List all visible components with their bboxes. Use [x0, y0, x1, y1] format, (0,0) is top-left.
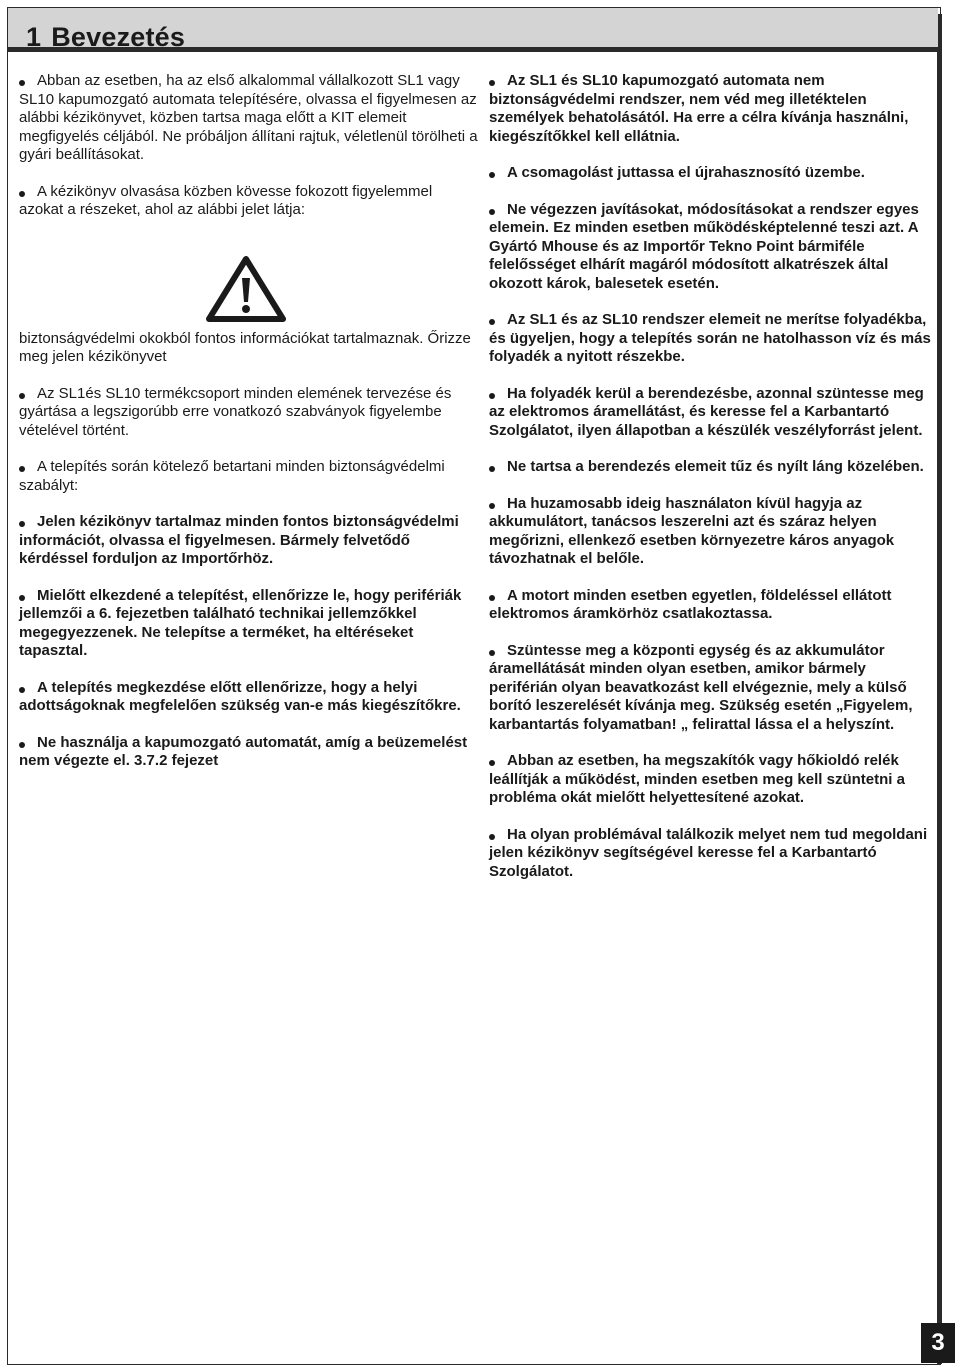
bullet-icon	[489, 760, 495, 766]
left-paragraph-7: Mielőtt elkezdené a telepítést, ellenőrizze le, hogy perifériák jellemzői a 6. fejezetben található technikai jellemzőkkel megegyezzenek. Ne telepítse a terméket, ha eltéréseket tapasztal.	[19, 586, 462, 659]
right-paragraph-2: A csomagolást juttassa el újrahasznosító üzembe.	[489, 164, 934, 183]
left-paragraph-8: A telepítés megkezdése előtt ellenőrizze, hogy a helyi adottságoknak megfelelően szükség van-e más kiegészítőkre.	[19, 678, 461, 714]
right-paragraph-5: Ha folyadék kerül a berendezésbe, azonnal szüntesse meg az elektromos áramellátást, és keresse fel a Karbantartó Szolgálatot, ilyen állapotban a készülék veszélyforrást jelent.	[489, 384, 924, 439]
bullet-icon	[489, 466, 495, 472]
right-column	[489, 72, 934, 899]
bullet-icon	[19, 393, 25, 399]
right-paragraph-3: Ne végezzen javításokat, módosításokat a rendszer egyes elemein. Ez minden esetben működésképtelenné teszi azt. A Gyártó Mhouse és az Importőr Tekno Point bármiféle felelősséget elhárít magáról módosított alkatrészek által okozott károk, balesetek esetén.	[489, 200, 919, 292]
bullet-icon	[489, 172, 495, 178]
bullet-icon	[489, 319, 495, 325]
right-paragraph-6: Ne tartsa a berendezés elemeit tűz és nyílt láng közelében.	[489, 458, 934, 477]
right-paragraph-11: Ha olyan problémával találkozik melyet nem tud megoldani jelen kézikönyv segítségével keresse fel a Karbantartó Szolgálatot.	[489, 825, 928, 880]
right-paragraph-9: Szüntesse meg a központi egység és az akkumulátor áramellátását minden olyan esetben, amikor bármely periférián olyan beavatkozást kell elvégeznie, mely a külső borító leszerelését kívánja meg. Szükség esetén „Figyelem, karbantartás folyamatban! „ felirattal lássa el a helyszínt.	[489, 641, 913, 733]
frame-shadow	[937, 14, 942, 1364]
chapter-title	[26, 22, 185, 53]
left-paragraph-3: biztonságvédelmi okokból fontos információkat tartalmaznak. Őrizze meg jelen kézikönyvet	[19, 329, 471, 365]
page-number: 3	[921, 1323, 955, 1363]
left-paragraph-2: A kézikönyv olvasása közben kövesse fokozott figyelemmel azokat a részeket, ahol az alábbi jelet látja:	[19, 182, 433, 218]
right-paragraph-7: Ha huzamosabb ideig használaton kívül hagyja az akkumulátort, tanácsos leszerelni azt és száraz helyen megőrizni, ellenkező esetben környezetre káros anyagok távozhatnak el belőle.	[489, 494, 895, 567]
bullet-icon	[19, 191, 25, 197]
bullet-icon	[19, 742, 25, 748]
bullet-icon	[19, 466, 25, 472]
chapter-header	[8, 8, 938, 52]
right-paragraph-10: Abban az esetben, ha megszakítók vagy hőkioldó relék leállítják a működést, minden esetben meg kell szüntetni a probléma okát mielőtt helyettesítené azokat.	[489, 752, 905, 806]
bullet-icon	[489, 595, 495, 601]
left-paragraph-9: Ne használja a kapumozgató automatát, amíg a beüzemelést nem végezte el. 3.7.2 fejezet	[19, 733, 468, 769]
left-paragraph-4: Az SL1és SL10 termékcsoport minden elemének tervezése és gyártása a legszigorúbb erre vonatkozó szabványok figyelembe vételével történt.	[19, 384, 452, 439]
right-paragraph-4: Az SL1 és az SL10 rendszer elemeit ne merítse folyadékba, és ügyeljen, hogy a telepítés során ne hatolhasson víz és más folyadék a nyitott részekbe.	[489, 311, 931, 365]
bullet-icon	[489, 503, 495, 509]
bullet-icon	[19, 595, 25, 601]
warning-triangle-icon	[206, 256, 286, 322]
left-paragraph-5: A telepítés során kötelező betartani minden biztonságvédelmi szabályt:	[19, 458, 445, 494]
left-paragraph-1: Abban az esetben, ha az első alkalommal vállalkozott SL1 vagy SL10 kapumozgató automata telepítésére, olvassa el figyelmesen az alábbi kézikönyvet, közben tartsa maga előtt a KIT elemeit megfigyelés céljából. Ne próbáljon állítani rajtuk, véletlenül törölheti a gyári beállításokat.	[19, 72, 478, 163]
bullet-icon	[19, 521, 25, 527]
bullet-icon	[489, 834, 495, 840]
left-column	[19, 72, 479, 789]
bullet-icon	[489, 209, 495, 215]
chapter-title-text: Bevezetés	[51, 22, 186, 52]
bullet-icon	[19, 687, 25, 693]
right-paragraph-1: Az SL1 és SL10 kapumozgató automata nem biztonságvédelmi rendszer, nem véd meg illetéktelen személyek behatolásától. Ha erre a célra kívánja használni, kiegészítőkkel kell ellátnia.	[489, 72, 909, 145]
bullet-icon	[489, 80, 495, 86]
warning-symbol	[19, 256, 479, 326]
chapter-number: 1	[26, 22, 42, 52]
left-paragraph-6: Jelen kézikönyv tartalmaz minden fontos biztonságvédelmi információt, olvassa el figyelmesen. Bármely felvetődő kérdéssel forduljon az Importőrhöz.	[19, 513, 459, 567]
bullet-icon	[19, 80, 25, 86]
bullet-icon	[489, 650, 495, 656]
right-paragraph-8: A motort minden esetben egyetlen, földeléssel ellátott elektromos áramkörhöz csatlakoztassa.	[489, 586, 892, 622]
bullet-icon	[489, 393, 495, 399]
